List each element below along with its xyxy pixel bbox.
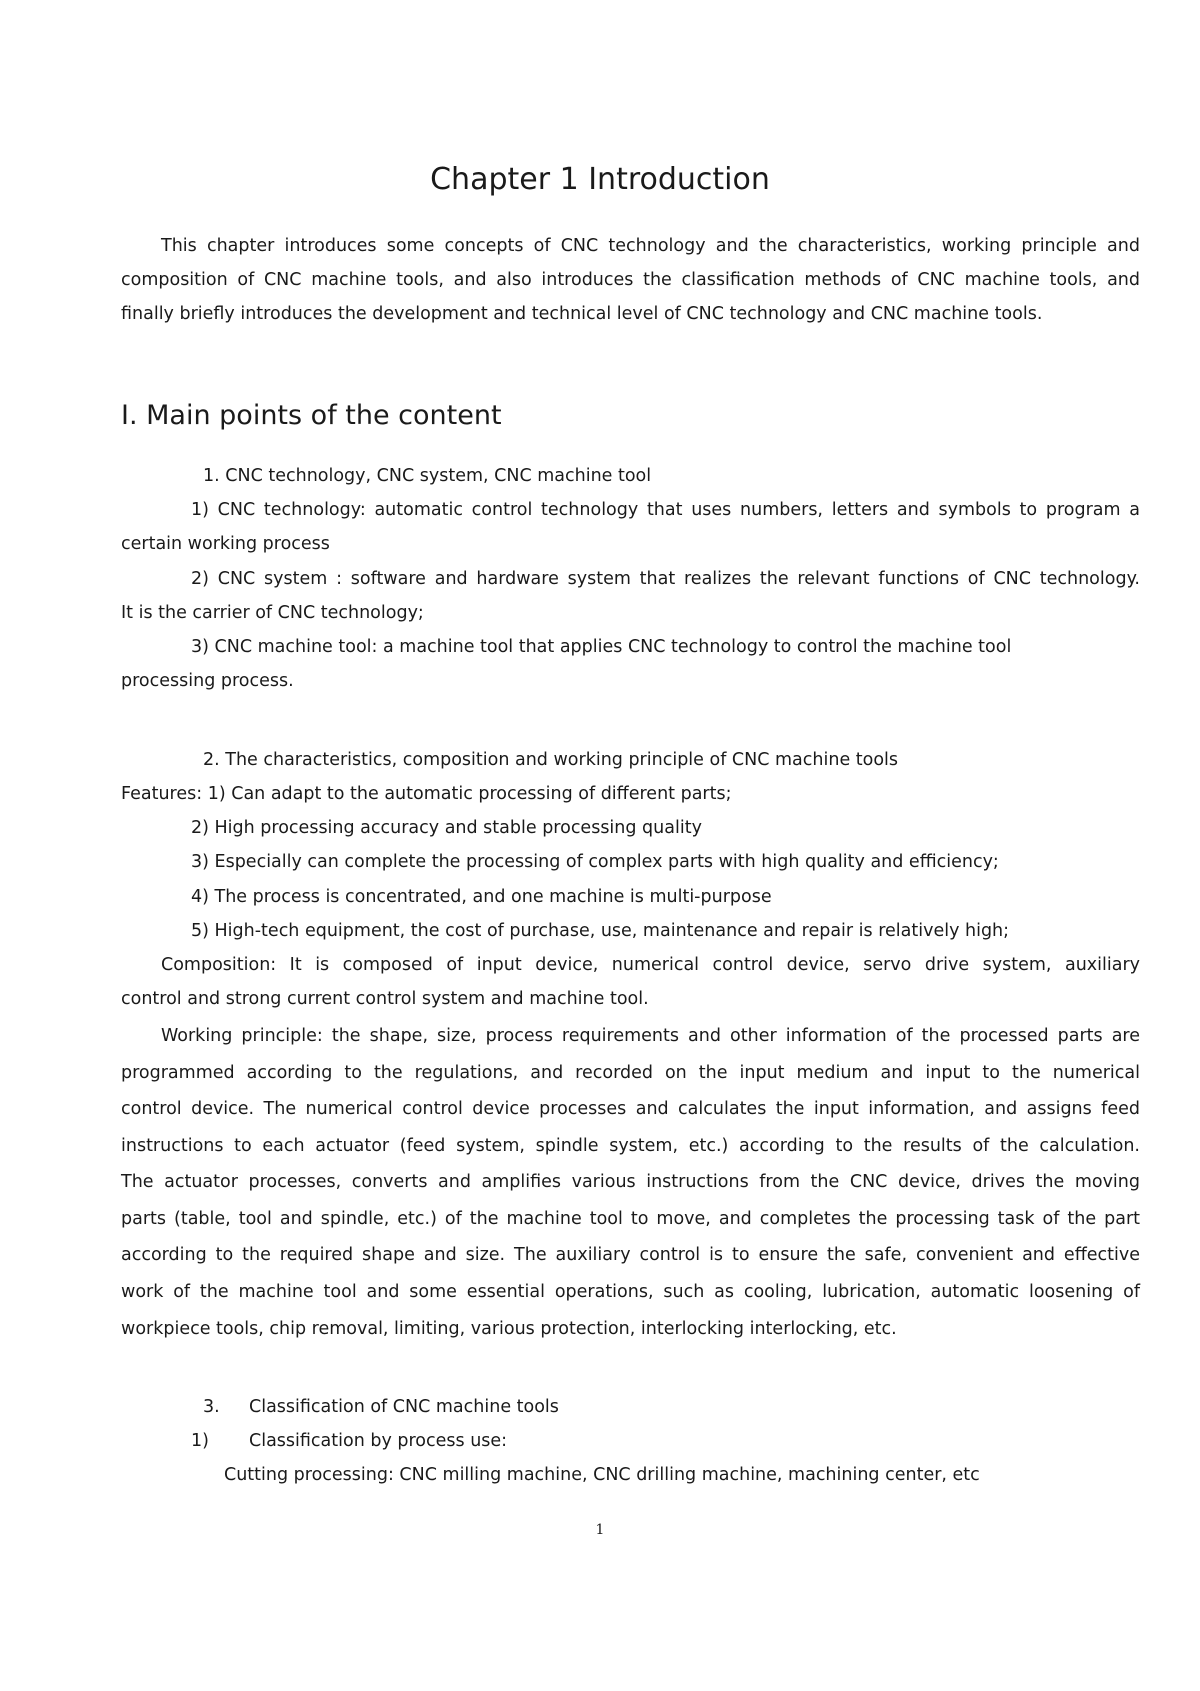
item1-line-5: 3) CNC machine tool: a machine tool that applies CNC technology to control the machine tool	[191, 637, 1012, 657]
principle-line-7: according to the required shape and size. The auxiliary control is to ensure the safe, convenient and effective	[121, 1245, 1140, 1265]
item1-line-6: processing process.	[121, 671, 294, 691]
item1-heading: 1. CNC technology, CNC system, CNC machine tool	[203, 466, 652, 486]
item3-heading: Classification of CNC machine tools	[249, 1397, 559, 1417]
principle-line-4: instructions to each actuator (feed system, spindle system, etc.) according to the results of the calculation.	[121, 1136, 1140, 1156]
features-line-4: 4) The process is concentrated, and one machine is multi-purpose	[191, 887, 772, 907]
item3-sub-heading: Classification by process use:	[249, 1431, 508, 1451]
item3-line: Cutting processing: CNC milling machine, CNC drilling machine, machining center, etc	[224, 1465, 980, 1485]
chapter-title: Chapter 1 Introduction	[430, 162, 770, 197]
features-line-3: 3) Especially can complete the processing of complex parts with high quality and efficiency;	[191, 852, 999, 872]
principle-line-3: control device. The numerical control device processes and calculates the input information, and assigns feed	[121, 1099, 1140, 1119]
section-heading: I. Main points of the content	[121, 400, 502, 431]
principle-line-5: The actuator processes, converts and amplifies various instructions from the CNC device, drives the moving	[121, 1172, 1140, 1192]
principle-line-9: workpiece tools, chip removal, limiting, various protection, interlocking interlocking, etc.	[121, 1319, 897, 1339]
principle-line-8: work of the machine tool and some essential operations, such as cooling, lubrication, automatic loosening of	[121, 1282, 1140, 1302]
intro-line-3: finally briefly introduces the development and technical level of CNC technology and CNC machine tools.	[121, 304, 1043, 324]
item3-number: 3.	[203, 1397, 220, 1417]
features-line-2: 2) High processing accuracy and stable processing quality	[191, 818, 702, 838]
principle-line-1: Working principle: the shape, size, process requirements and other information of the processed parts are	[161, 1026, 1140, 1046]
principle-line-2: programmed according to the regulations, and recorded on the input medium and input to the numerical	[121, 1063, 1140, 1083]
intro-line-1: This chapter introduces some concepts of CNC technology and the characteristics, working principle and	[161, 236, 1140, 256]
item1-line-4: It is the carrier of CNC technology;	[121, 603, 424, 623]
features-line-1: Features: 1) Can adapt to the automatic processing of different parts;	[121, 784, 732, 804]
composition-line-2: control and strong current control system and machine tool.	[121, 989, 649, 1009]
item1-line-2: certain working process	[121, 534, 330, 554]
item2-heading: 2. The characteristics, composition and working principle of CNC machine tools	[203, 750, 899, 770]
page-number: 1	[595, 1522, 605, 1538]
item3-sub-number: 1)	[191, 1431, 209, 1451]
features-line-5: 5) High-tech equipment, the cost of purchase, use, maintenance and repair is relatively high;	[191, 921, 1010, 941]
item1-line-3: 2) CNC system : software and hardware system that realizes the relevant functions of CNC technology.	[191, 569, 1140, 589]
principle-line-6: parts (table, tool and spindle, etc.) of the machine tool to move, and completes the processing task of the part	[121, 1209, 1140, 1229]
intro-line-2: composition of CNC machine tools, and also introduces the classification methods of CNC machine tools, and	[121, 270, 1140, 290]
item1-line-1: 1) CNC technology: automatic control technology that uses numbers, letters and symbols to program a	[191, 500, 1140, 520]
composition-line-1: Composition: It is composed of input device, numerical control device, servo drive system, auxiliary	[161, 955, 1140, 975]
